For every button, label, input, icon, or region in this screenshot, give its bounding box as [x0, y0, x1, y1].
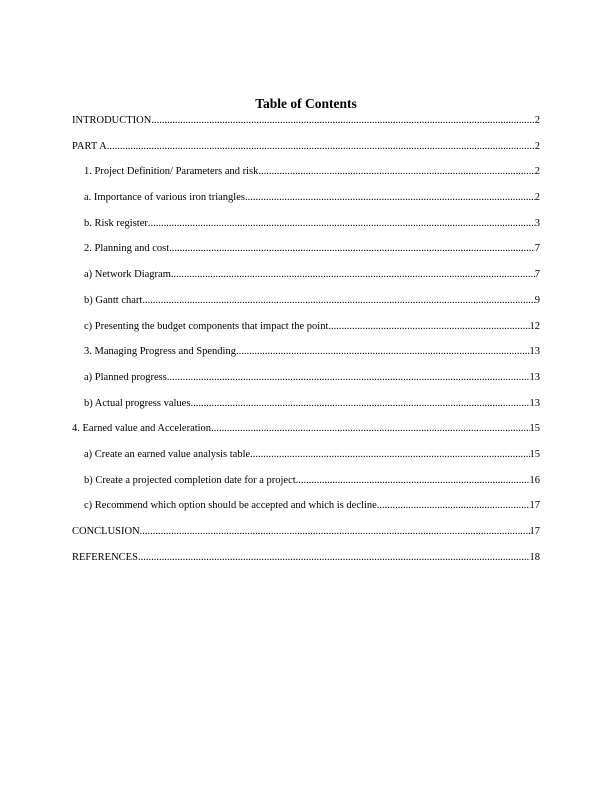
toc-dot-leader: [258, 164, 534, 180]
toc-entry-text: INTRODUCTION: [72, 115, 152, 126]
toc-entry-text: PART A: [72, 140, 107, 152]
toc-page-number: 2: [534, 192, 540, 204]
toc-dot-leader: [190, 396, 529, 412]
toc-dot-leader: [245, 190, 535, 206]
toc-entry[interactable]: [72, 190, 540, 216]
toc-page-number: 16: [529, 474, 540, 486]
toc-entry-text: 3. Managing Progress and Spending: [84, 346, 236, 358]
toc-entry-text: CONCLUSION: [72, 526, 140, 537]
toc-entry-text: a) Planned progress: [84, 371, 167, 383]
toc-dot-leader: [250, 447, 529, 463]
toc-entry[interactable]: [72, 344, 540, 370]
toc-dot-leader: [151, 113, 534, 129]
toc-page-number: 3: [534, 217, 540, 229]
toc-page-number: 13: [529, 397, 540, 409]
toc-page-number: 2: [534, 140, 540, 152]
toc-list: [72, 113, 540, 575]
toc-entry[interactable]: [72, 370, 540, 396]
toc-dot-leader: [140, 524, 530, 540]
toc-entry[interactable]: [72, 293, 540, 319]
toc-page-number: 18: [529, 551, 540, 563]
toc-entry[interactable]: [72, 421, 540, 447]
toc-entry-text: b) Actual progress values: [84, 397, 191, 409]
toc-entry-text: c) Presenting the budget components that impact the point: [84, 320, 329, 332]
toc-entry[interactable]: [72, 498, 540, 524]
toc-entry[interactable]: [72, 319, 540, 345]
toc-entry[interactable]: [72, 216, 540, 242]
toc-entry-text: REFERENCES: [72, 551, 138, 563]
toc-title: Table of Contents: [255, 96, 357, 111]
toc-dot-leader: [142, 293, 534, 309]
toc-page-number: 13: [529, 371, 540, 383]
toc-entry-text: b) Create a projected completion date for a project: [84, 474, 296, 486]
toc-entry[interactable]: [72, 550, 540, 576]
toc-page-number: 9: [534, 294, 540, 306]
toc-entry[interactable]: [72, 267, 540, 293]
toc-entry[interactable]: [72, 164, 540, 190]
toc-dot-leader: [148, 216, 535, 232]
toc-dot-leader: [167, 370, 530, 386]
toc-entry[interactable]: [72, 139, 540, 165]
toc-page-number: 17: [529, 500, 540, 512]
toc-entry[interactable]: [72, 473, 540, 499]
toc-entry-text: 4. Earned value and Acceleration: [72, 423, 212, 435]
toc-entry-text: 1. Project Definition/ Parameters and risk: [84, 166, 259, 178]
toc-page-number: 7: [534, 269, 540, 281]
toc-entry-text: 2. Planning and cost: [84, 243, 170, 255]
toc-entry[interactable]: [72, 524, 540, 550]
toc-dot-leader: [107, 139, 535, 155]
toc-page-number: 2: [534, 115, 540, 126]
toc-page-number: 15: [529, 448, 540, 460]
toc-page-number: 7: [534, 243, 540, 255]
toc-page-number: 17: [529, 526, 540, 537]
toc-page-number: 13: [529, 346, 540, 358]
toc-entry-text: b. Risk register: [84, 217, 148, 229]
toc-dot-leader: [171, 267, 535, 283]
toc-entry-text: c) Recommend which option should be accepted and which is decline: [84, 500, 377, 512]
toc-dot-leader: [138, 550, 530, 566]
toc-page-number: 12: [529, 320, 540, 332]
toc-dot-leader: [377, 498, 530, 514]
toc-entry[interactable]: [72, 241, 540, 267]
toc-entry[interactable]: [72, 396, 540, 422]
toc-dot-leader: [296, 473, 530, 489]
toc-entry-text: b) Gantt chart: [84, 294, 143, 306]
toc-dot-leader: [236, 344, 530, 360]
toc-entry-text: a) Create an earned value analysis table: [84, 448, 251, 460]
toc-dot-leader: [328, 319, 529, 335]
toc-page-number: 2: [534, 166, 540, 178]
toc-entry[interactable]: [72, 447, 540, 473]
toc-dot-leader: [211, 421, 529, 437]
toc-dot-leader: [169, 241, 535, 257]
toc-entry[interactable]: [72, 113, 540, 139]
toc-entry-text: a. Importance of various iron triangles: [84, 192, 245, 204]
toc-page-number: 15: [529, 423, 540, 435]
toc-entry-text: a) Network Diagram: [84, 269, 171, 281]
